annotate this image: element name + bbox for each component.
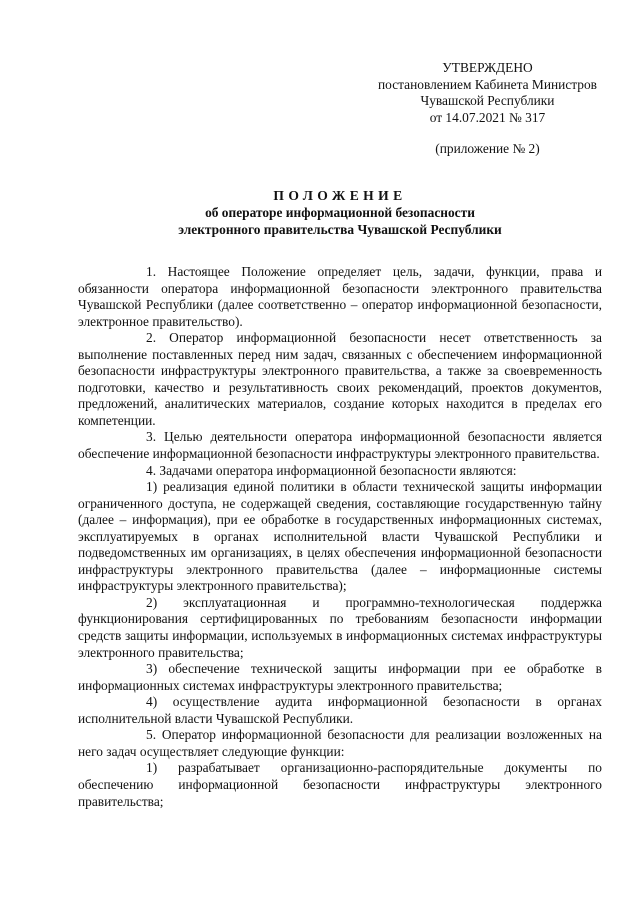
title-main: ПОЛОЖЕНИЕ [273, 188, 407, 203]
approval-heading: УТВЕРЖДЕНО [442, 60, 533, 75]
paragraph-4-item-1: 1) реализация единой политики в области технической защиты информации ограниченного доступа, не содержащей сведения, составляющие государственную тайну (далее – информация), при ее обработке в государственных информационных системах, эксплуатируемых в органах исполнительной власти Чувашской Республики и подведомственных им организациях, в целях обеспечения информационной безопасности инфраструктуры электронного правительства (далее – информационные системы инфраструктуры электронного правительства); [78, 479, 602, 594]
approval-stamp [365, 60, 610, 126]
paragraph-2: 2. Оператор информационной безопасности несет ответственность за выполнение поставленных перед ним задач, связанных с обеспечением информационной безопасности инфраструктуры электронного правительства, а также за своевременность подготовки, качество и результативность своих рекомендаций, проектов документов, предложений, аналитических материалов, создание которых находится в пределах его компетенции. [78, 330, 602, 428]
paragraph-4-item-4: 4) осуществление аудита информационной безопасности в органах исполнительной власти Чувашской Республики. [78, 694, 602, 726]
title-subtitle-line-2: электронного правительства Чувашской Республики [178, 222, 502, 237]
paragraph-1: 1. Настоящее Положение определяет цель, задачи, функции, права и обязанности оператора информационной безопасности электронного правительства Чувашской Республики (далее соответственно – оператор информационной безопасности, электронное правительство). [78, 264, 602, 329]
appendix-label: (приложение № 2) [435, 141, 540, 156]
paragraph-5: 5. Оператор информационной безопасности для реализации возложенных на него задач осуществляет следующие функции: [78, 727, 602, 759]
title-subtitle-line-1: об операторе информационной безопасности [205, 205, 475, 220]
approval-date-number: от 14.07.2021 № 317 [429, 109, 546, 125]
paragraph-4: 4. Задачами оператора информационной безопасности являются: [146, 462, 517, 478]
paragraph-4-item-2: 2) эксплуатационная и программно-технологическая поддержка функционирования сертифицированных по требованиям безопасности информации средств защиты информации, используемых в информационных системах инфраструктуры электронного правительства; [78, 594, 602, 660]
paragraph-4-item-3: 3) обеспечение технической защиты информации при ее обработке в информационных системах инфраструктуры электронного правительства; [78, 661, 602, 693]
document-body [78, 264, 602, 810]
document-title [78, 187, 602, 238]
paragraph-5-item-1: 1) разрабатывает организационно-распорядительные документы по обеспечению информационной безопасности инфраструктуры электронного правительства; [78, 760, 602, 809]
approval-issuer: постановлением Кабинета Министров [378, 76, 597, 92]
approval-republic: Чувашской Республики [420, 93, 555, 108]
paragraph-3: 3. Целью деятельности оператора информационной безопасности является обеспечение информационной безопасности инфраструктуры электронного правительства. [78, 429, 602, 462]
